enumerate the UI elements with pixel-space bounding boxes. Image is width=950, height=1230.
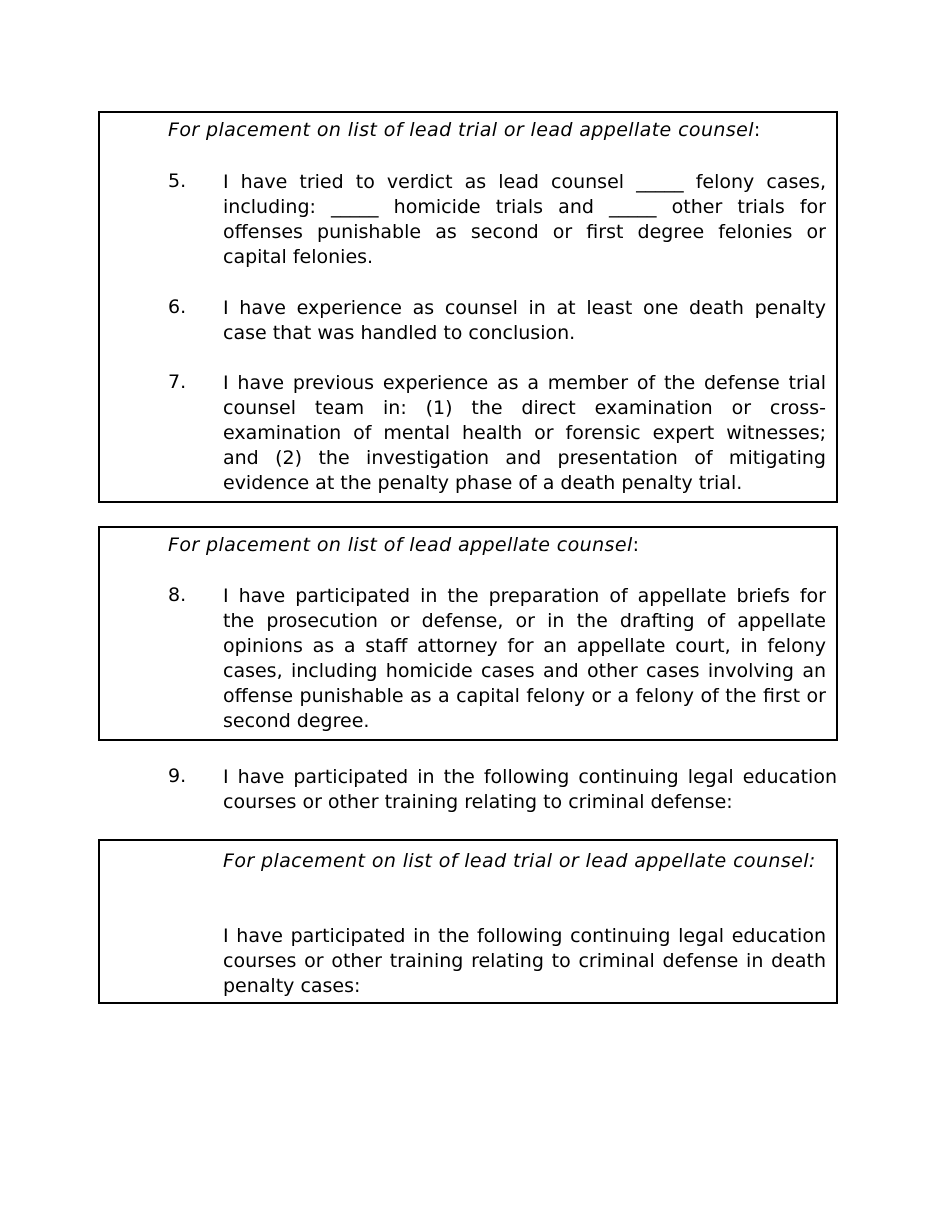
item-text: I have experience as counsel in at least one death penalty case that was handled to conclusion. (223, 297, 826, 344)
section-heading: For placement on list of lead appellate counsel: (168, 534, 640, 556)
item-number: 5. (168, 170, 187, 192)
section-heading: For placement on list of lead trial or lead appellate counsel: (223, 850, 816, 872)
item-number: 8. (168, 584, 187, 606)
death-penalty-training-section (98, 839, 838, 1004)
item-number: 7. (168, 371, 187, 393)
item-number: 9. (168, 765, 187, 787)
section-text: I have participated in the following continuing legal education courses or other training relating to criminal defense in death penalty cases: (223, 925, 826, 997)
item-text: I have participated in the following continuing legal education courses or other training relating to criminal defense: (223, 766, 837, 813)
item-text: I have tried to verdict as lead counsel _____ felony cases, including: _____ homicide trials and _____ other trials for offenses punishable as second or first degree felonies or capital felonies. (223, 171, 826, 268)
lead-trial-or-appellate-section (98, 111, 838, 503)
section-heading: For placement on list of lead trial or lead appellate counsel: (168, 119, 761, 141)
item-text: I have participated in the preparation of appellate briefs for the prosecution or defense, or in the drafting of appellate opinions as a staff attorney for an appellate court, in felony cases, including homicide cases and other cases involving an offense punishable as a capital felony or a felony of the first or second degree. (223, 585, 826, 732)
lead-appellate-section (98, 526, 838, 741)
item-number: 6. (168, 296, 187, 318)
item-text: I have previous experience as a member of the defense trial counsel team in: (1) the direct examination or cross-examination of mental health or forensic expert witnesses; and (2) the investigation and presentation of mitigating evidence at the penalty phase of a death penalty trial. (223, 372, 826, 494)
